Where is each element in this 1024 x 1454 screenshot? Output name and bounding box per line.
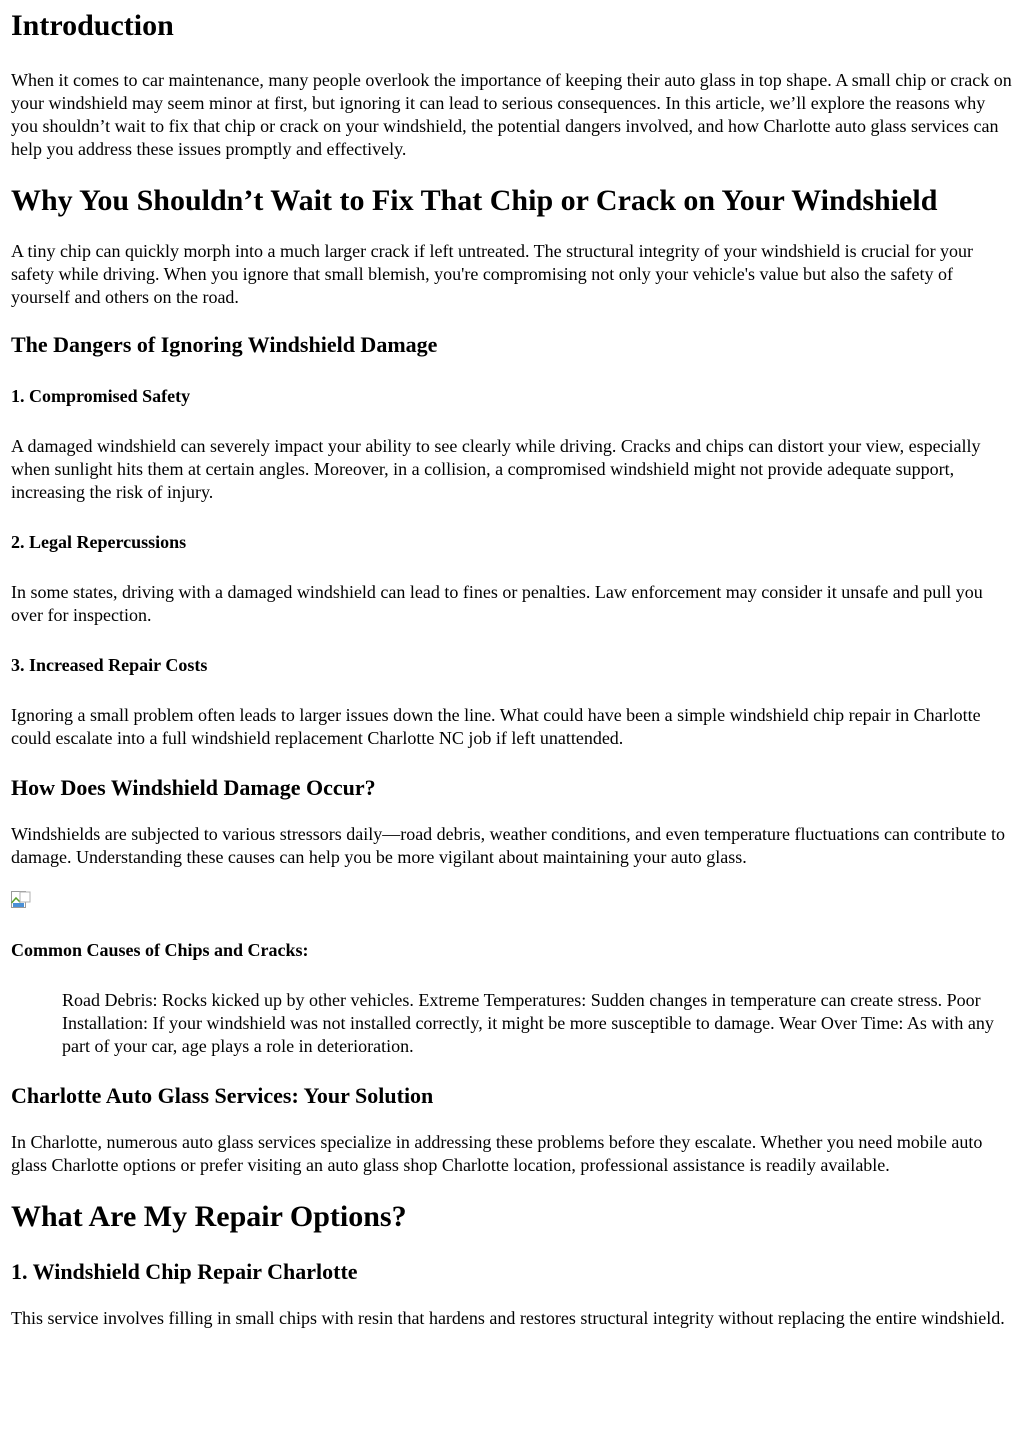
why-paragraph: A tiny chip can quickly morph into a much larger crack if left untreated. The structural integrity of your windshield is crucial for your safety while driving. When you ignore that small blemish, you're compromising not only your vehicle's value but also the safety of yourself and others on the road. [11,241,974,307]
dangers-heading: The Dangers of Ignoring Windshield Damage [11,332,438,357]
option-1-heading: 1. Windshield Chip Repair Charlotte [11,1259,358,1284]
danger-3-paragraph: Ignoring a small problem often leads to larger issues down the line. What could have been a simple windshield chip repair in Charlotte could escalate into a full windshield replacement Charlotte NC job if left unattended. [11,705,981,748]
danger-1-paragraph: A damaged windshield can severely impact your ability to see clearly while driving. Cracks and chips can distort your view, especially when sunlight hits them at certain angles. Moreover, in a collision, a compromised windshield might not provide adequate support, increasing the risk of injury. [11,436,981,502]
services-paragraph: In Charlotte, numerous auto glass services specialize in addressing these problems before they escalate. Whether you need mobile auto glass Charlotte options or prefer visiting an auto glass shop Charlotte location, professional assistance is readily available. [11,1132,983,1175]
intro-paragraph: When it comes to car maintenance, many people overlook the importance of keeping their auto glass in top shape. A small chip or crack on your windshield may seem minor at first, but ignoring it can lead to serious consequences. In this article, we’ll explore the reasons why you shouldn’t wait to fix that chip or crack on your windshield, the potential dangers involved, and how Charlotte auto glass services can help you address these issues promptly and effectively. [11,70,1012,159]
why-heading: Why You Shouldn’t Wait to Fix That Chip or Crack on Your Windshield [11,184,938,217]
causes-heading: Common Causes of Chips and Cracks: [11,940,309,960]
causes-quote: Road Debris: Rocks kicked up by other vehicles. Extreme Temperatures: Sudden changes in temperature can create stress. Poor Installation: If your windshield was not installed correctly, it might be more susceptible to damage. Wear Over Time: As with any part of your car, age plays a role in deterioration. [62,990,994,1056]
intro-heading: Introduction [11,9,174,42]
services-heading: Charlotte Auto Glass Services: Your Solution [11,1083,434,1108]
danger-3-heading: 3. Increased Repair Costs [11,655,208,675]
danger-2-heading: 2. Legal Repercussions [11,532,187,552]
article [0,8,1024,1330]
danger-1-heading: 1. Compromised Safety [11,386,191,406]
occur-paragraph: Windshields are subjected to various stressors daily—road debris, weather conditions, and even temperature fluctuations can contribute to damage. Understanding these causes can help you be more vigilant about maintaining your auto glass. [11,824,1005,867]
occur-heading: How Does Windshield Damage Occur? [11,775,376,800]
broken-image-icon [11,891,31,911]
options-heading: What Are My Repair Options? [11,1200,407,1233]
option-1-paragraph: This service involves filling in small chips with resin that hardens and restores structural integrity without replacing the entire windshield. [11,1308,1005,1328]
danger-2-paragraph: In some states, driving with a damaged windshield can lead to fines or penalties. Law enforcement may consider it unsafe and pull you over for inspection. [11,582,983,625]
